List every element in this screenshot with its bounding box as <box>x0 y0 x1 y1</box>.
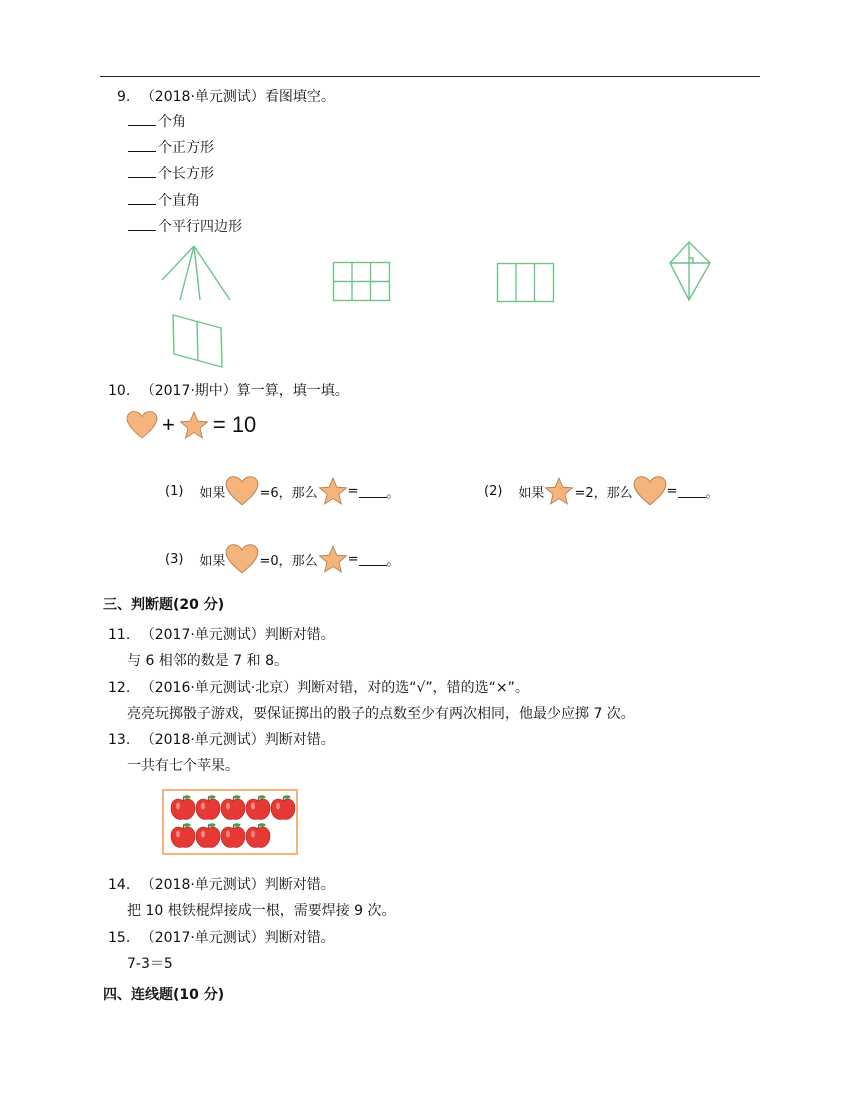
question-number: 10. <box>108 383 131 399</box>
subquestion-text: =2，那么 <box>574 485 633 501</box>
fill-line-angles <box>128 111 186 131</box>
answer-blank[interactable] <box>128 192 156 205</box>
subquestion-2 <box>484 475 719 507</box>
question-15-header <box>108 927 335 947</box>
subquestion-text: 。 <box>386 553 400 569</box>
heart-icon <box>633 475 667 507</box>
question-source: （2016·单元测试·北京）判断对错，对的选“√”，错的选“×”。 <box>140 680 529 696</box>
kite-figure <box>667 240 713 304</box>
fill-line-parallelograms <box>128 216 242 236</box>
subquestion-text: 如果 <box>199 485 226 501</box>
star-icon <box>318 477 348 506</box>
angle-rays-figure <box>158 244 234 304</box>
question-number: 14. <box>108 877 131 893</box>
plus-sign: + <box>162 412 175 437</box>
apple-icon <box>246 795 270 819</box>
section-title: 四、连线题(10 分) <box>103 987 225 1003</box>
question-15-body: 7-3＝5 <box>127 956 173 972</box>
answer-blank[interactable] <box>128 139 156 152</box>
question-14-header <box>108 874 335 894</box>
question-13-header <box>108 729 335 749</box>
apple-icon <box>196 795 220 819</box>
question-source: （2018·单元测试）看图填空。 <box>140 89 335 105</box>
subquestion-text: = <box>347 551 359 567</box>
question-9-header <box>117 86 335 106</box>
equation-rhs: = 10 <box>212 412 257 437</box>
apple-icon <box>246 823 270 847</box>
apple-icon <box>221 795 245 819</box>
fill-label: 个角 <box>158 114 186 130</box>
subquestion-text: 如果 <box>518 485 545 501</box>
subquestion-text: =0，那么 <box>259 553 318 569</box>
answer-blank[interactable] <box>128 113 156 126</box>
apple-icon <box>271 795 295 819</box>
question-number: 11. <box>108 627 131 643</box>
heart-icon <box>225 475 259 507</box>
subquestion-number: (1) <box>165 483 184 499</box>
answer-blank[interactable] <box>359 485 387 498</box>
subquestion-number: (2) <box>484 483 503 499</box>
answer-blank[interactable] <box>678 485 706 498</box>
top-rule <box>100 76 760 77</box>
square-grid-figure <box>332 261 392 303</box>
question-14-body: 把 10 根铁棍焊接成一根，需要焊接 9 次。 <box>127 903 396 919</box>
question-source: （2018·单元测试）判断对错。 <box>140 732 335 748</box>
fill-line-right-angles <box>128 190 200 210</box>
question-12-header <box>108 677 529 697</box>
subquestion-text: =6，那么 <box>259 485 318 501</box>
subquestion-number: (3) <box>165 551 184 567</box>
question-source: （2017·期中）算一算，填一填。 <box>140 383 349 399</box>
question-12-body: 亮亮玩掷骰子游戏，要保证掷出的骰子的点数至少有两次相同，他最少应掷 7 次。 <box>127 706 635 722</box>
fill-label: 个正方形 <box>158 140 214 156</box>
subquestion-text: 。 <box>386 485 400 501</box>
apple-icon <box>171 795 195 819</box>
subquestion-text: = <box>666 483 678 499</box>
apples-box <box>162 789 298 855</box>
fill-line-rectangles <box>128 163 214 183</box>
fill-label: 个长方形 <box>158 166 214 182</box>
section-title: 三、判断题(20 分) <box>103 597 225 613</box>
question-source: （2018·单元测试）判断对错。 <box>140 877 335 893</box>
heart-icon <box>225 543 259 575</box>
star-icon <box>318 545 348 574</box>
star-icon <box>179 411 209 440</box>
answer-blank[interactable] <box>128 165 156 178</box>
question-source: （2017·单元测试）判断对错。 <box>140 627 335 643</box>
question-number: 9. <box>117 89 131 105</box>
answer-blank[interactable] <box>128 218 156 231</box>
apples-figure <box>164 791 296 853</box>
apple-icon <box>221 823 245 847</box>
question-11-body: 与 6 相邻的数是 7 和 8。 <box>127 653 288 669</box>
subquestion-text: 。 <box>705 485 719 501</box>
fill-label: 个直角 <box>158 193 200 209</box>
apple-icon <box>171 823 195 847</box>
subquestion-text: = <box>347 483 359 499</box>
question-number: 12. <box>108 680 131 696</box>
heart-icon <box>126 410 158 440</box>
star-icon <box>544 477 574 506</box>
question-13-body: 一共有七个苹果。 <box>127 758 239 774</box>
question-number: 13. <box>108 732 131 748</box>
answer-blank[interactable] <box>359 553 387 566</box>
question-number: 15. <box>108 930 131 946</box>
question-source: （2017·单元测试）判断对错。 <box>140 930 335 946</box>
equation-row <box>126 410 256 440</box>
fill-label: 个平行四边形 <box>158 219 242 235</box>
subquestion-1 <box>165 475 400 507</box>
subquestion-text: 如果 <box>199 553 226 569</box>
subquestion-3 <box>165 543 400 575</box>
parallelogram-figure <box>170 312 226 370</box>
apple-icon <box>196 823 220 847</box>
rectangle-strips-figure <box>496 262 556 304</box>
fill-line-squares <box>128 137 214 157</box>
question-10-header <box>108 380 349 400</box>
question-11-header <box>108 624 335 644</box>
